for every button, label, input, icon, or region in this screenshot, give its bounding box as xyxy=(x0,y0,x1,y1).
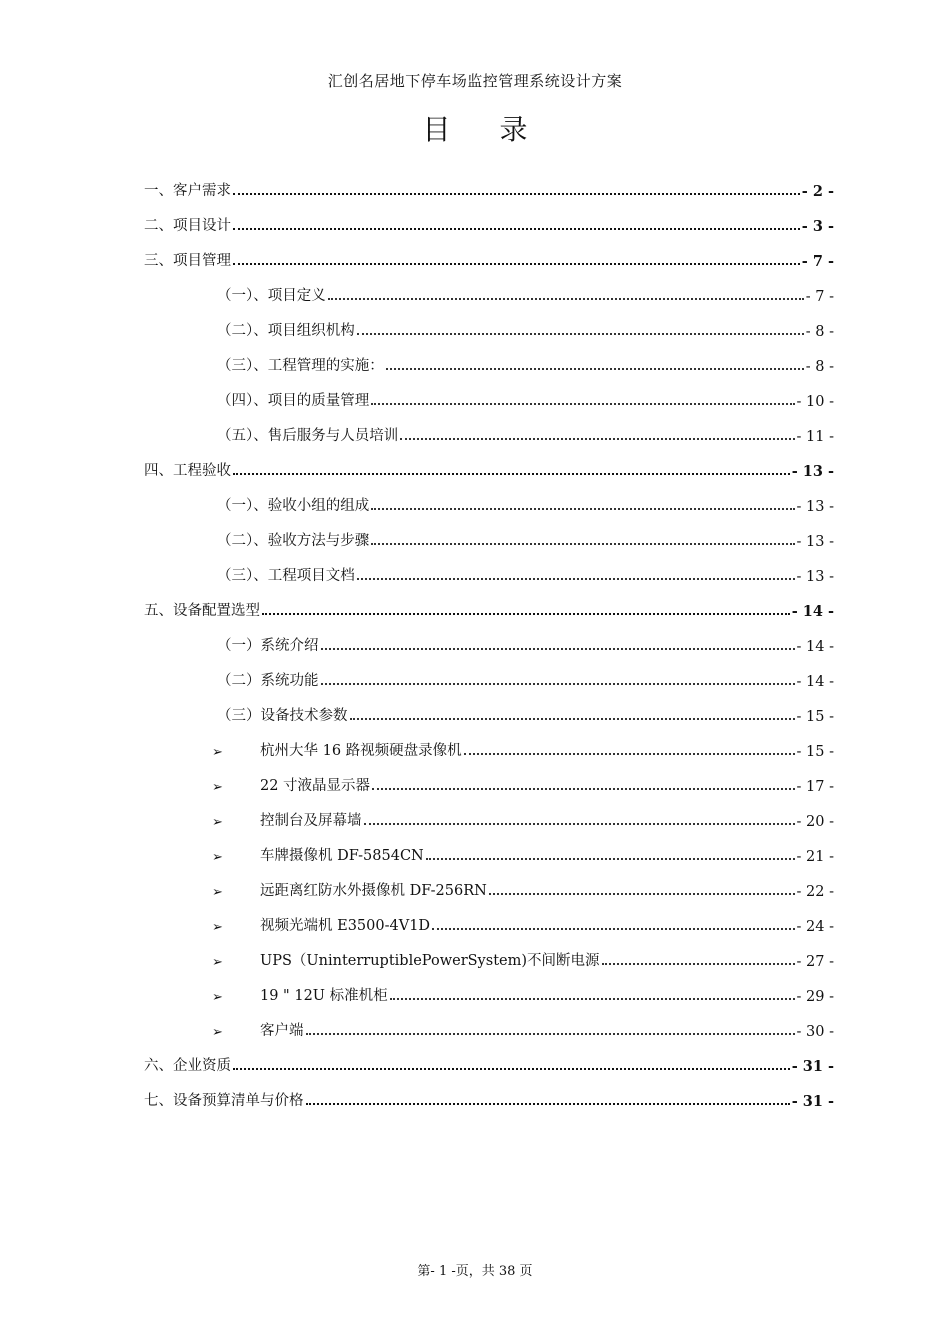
toc-entry-label: 二、项目设计 xyxy=(144,218,231,234)
dot-leader xyxy=(432,928,794,930)
toc-entry-label: 七、设备预算清单与价格 xyxy=(144,1093,304,1109)
toc-entry-page: - 29 - xyxy=(796,989,834,1005)
toc-entry-label: （二）系统功能 xyxy=(217,673,319,689)
toc-entry-label: 三、项目管理 xyxy=(144,253,231,269)
arrow-bullet-icon: ➢ xyxy=(212,920,223,935)
dot-leader xyxy=(350,718,795,720)
toc-entry-project-documents[interactable] xyxy=(217,561,834,585)
toc-entry-client[interactable] xyxy=(212,1016,834,1040)
toc-entry-label: 四、工程验收 xyxy=(144,463,231,479)
toc-entry-label: 远距离红防水外摄像机 DF-256RN xyxy=(260,883,487,899)
toc-entry-label: （二）、项目组织机构 xyxy=(217,323,355,339)
dot-leader xyxy=(602,963,795,965)
toc-entry-page: - 3 - xyxy=(801,218,834,235)
toc-entry-label: （一）系统介绍 xyxy=(217,638,319,654)
toc-entry-page: - 30 - xyxy=(796,1024,834,1040)
dot-leader xyxy=(464,753,795,755)
toc-entry-label: （三）、工程项目文档 xyxy=(217,568,355,584)
toc-entry-label: （一）、项目定义 xyxy=(217,288,326,304)
document-header: 汇创名居地下停车场监控管理系统设计方案 xyxy=(327,72,623,90)
toc-entry-quality-management[interactable] xyxy=(217,386,834,410)
toc-entry-console-wall[interactable] xyxy=(212,806,834,830)
dot-leader xyxy=(357,578,795,580)
dot-leader xyxy=(306,1103,790,1105)
toc-entry-management-implementation[interactable] xyxy=(217,351,834,375)
toc-entry-after-sales-training[interactable] xyxy=(217,421,834,445)
toc-entry-acceptance-team[interactable] xyxy=(217,491,834,515)
toc-entry-label: （四）、项目的质量管理 xyxy=(217,393,370,409)
toc-entry-page: - 20 - xyxy=(796,814,834,830)
arrow-bullet-icon: ➢ xyxy=(212,885,223,900)
dot-leader xyxy=(371,543,794,545)
toc-entry-page: - 15 - xyxy=(796,744,834,760)
toc-entry-system-functions[interactable] xyxy=(217,666,834,690)
arrow-bullet-icon: ➢ xyxy=(212,990,223,1005)
toc-entry-ir-camera[interactable] xyxy=(212,876,834,900)
toc-entry-label: 视频光端机 E3500-4V1D xyxy=(260,918,431,934)
toc-entry-system-intro[interactable] xyxy=(217,631,834,655)
toc-entry-acceptance[interactable] xyxy=(144,456,834,480)
dot-leader xyxy=(321,648,795,650)
toc-entry-optical-transceiver[interactable] xyxy=(212,911,834,935)
dot-leader xyxy=(426,858,795,860)
toc-entry-page: - 2 - xyxy=(801,183,834,200)
toc-entry-page: - 15 - xyxy=(796,709,834,725)
toc-entry-acceptance-method[interactable] xyxy=(217,526,834,550)
toc-entry-page: - 24 - xyxy=(796,919,834,935)
toc-entry-page: - 14 - xyxy=(796,639,834,655)
toc-entry-label: 控制台及屏幕墙 xyxy=(260,813,362,829)
toc-entry-label: （二）、验收方法与步骤 xyxy=(217,533,370,549)
toc-entry-project-definition[interactable] xyxy=(217,281,834,305)
toc-entry-project-organization[interactable] xyxy=(217,316,834,340)
dot-leader xyxy=(390,998,795,1000)
toc-entry-label: 五、设备配置选型 xyxy=(144,603,260,619)
toc-entry-dvr[interactable] xyxy=(212,736,834,760)
toc-entry-label: UPS（UninterruptiblePowerSystem)不间断电源 xyxy=(260,953,600,969)
arrow-bullet-icon: ➢ xyxy=(212,780,223,795)
toc-entry-page: - 13 - xyxy=(791,463,834,480)
toc-entry-page: - 10 - xyxy=(796,394,834,410)
dot-leader xyxy=(357,333,804,335)
arrow-bullet-icon: ➢ xyxy=(212,850,223,865)
dot-leader xyxy=(489,893,795,895)
toc-entry-page: - 11 - xyxy=(796,429,834,445)
page-footer: 第- 1 -页，共 38 页 xyxy=(417,1264,533,1279)
toc-entry-page: - 31 - xyxy=(791,1093,834,1110)
dot-leader xyxy=(372,788,794,790)
toc-entry-label: 客户端 xyxy=(260,1023,304,1039)
arrow-bullet-icon: ➢ xyxy=(212,745,223,760)
toc-entry-page: - 13 - xyxy=(796,569,834,585)
toc-entry-equipment-selection[interactable] xyxy=(144,596,834,620)
toc-entry-label: 车牌摄像机 DF-5854CN xyxy=(260,848,424,864)
toc-entry-page: - 8 - xyxy=(805,359,834,375)
toc-entry-page: - 7 - xyxy=(801,253,834,270)
toc-entry-page: - 27 - xyxy=(796,954,834,970)
toc-entry-project-management[interactable] xyxy=(144,246,834,270)
arrow-bullet-icon: ➢ xyxy=(212,1025,223,1040)
toc-entry-label: （三）、工程管理的实施： xyxy=(217,358,384,374)
toc-entry-page: - 13 - xyxy=(796,534,834,550)
dot-leader xyxy=(386,368,804,370)
toc-entry-page: - 21 - xyxy=(796,849,834,865)
dot-leader xyxy=(233,263,800,265)
toc-entry-cabinet[interactable] xyxy=(212,981,834,1005)
dot-leader xyxy=(233,473,790,475)
toc-entry-label: 19 " 12U 标准机柜 xyxy=(260,988,388,1004)
toc-entry-label: 22 寸液晶显示器 xyxy=(260,778,371,794)
toc-entry-label: （三）设备技术参数 xyxy=(217,708,348,724)
toc-entry-label: 杭州大华 16 路视频硬盘录像机 xyxy=(260,743,462,759)
dot-leader xyxy=(371,403,794,405)
dot-leader xyxy=(233,1068,790,1070)
page-title: 目 录 xyxy=(422,113,528,146)
arrow-bullet-icon: ➢ xyxy=(212,815,223,830)
toc-entry-lcd-monitor[interactable] xyxy=(212,771,834,795)
dot-leader xyxy=(400,438,794,440)
toc-entry-ups[interactable] xyxy=(212,946,834,970)
dot-leader xyxy=(371,508,794,510)
toc-entry-qualifications[interactable] xyxy=(144,1051,834,1075)
toc-entry-label: 六、企业资质 xyxy=(144,1058,231,1074)
dot-leader xyxy=(328,298,804,300)
dot-leader xyxy=(306,1033,795,1035)
toc-entry-page: - 17 - xyxy=(796,779,834,795)
toc-entry-page: - 8 - xyxy=(805,324,834,340)
dot-leader xyxy=(364,823,795,825)
toc-entry-label: 一、客户需求 xyxy=(144,183,231,199)
arrow-bullet-icon: ➢ xyxy=(212,955,223,970)
toc-entry-page: - 7 - xyxy=(805,289,834,305)
toc-entry-page: - 14 - xyxy=(796,674,834,690)
dot-leader xyxy=(262,613,790,615)
toc-entry-page: - 31 - xyxy=(791,1058,834,1075)
toc-entry-page: - 14 - xyxy=(791,603,834,620)
toc-entry-page: - 13 - xyxy=(796,499,834,515)
toc-entry-label: （一）、验收小组的组成 xyxy=(217,498,370,514)
toc-entry-customer-needs[interactable] xyxy=(144,176,834,200)
dot-leader xyxy=(233,193,800,195)
toc-entry-label: （五）、售后服务与人员培训 xyxy=(217,428,399,444)
toc-entry-budget[interactable] xyxy=(144,1086,834,1110)
toc-entry-plate-camera[interactable] xyxy=(212,841,834,865)
toc-entry-technical-params[interactable] xyxy=(217,701,834,725)
dot-leader xyxy=(233,228,800,230)
toc-entry-project-design[interactable] xyxy=(144,211,834,235)
toc-entry-page: - 22 - xyxy=(796,884,834,900)
dot-leader xyxy=(321,683,795,685)
